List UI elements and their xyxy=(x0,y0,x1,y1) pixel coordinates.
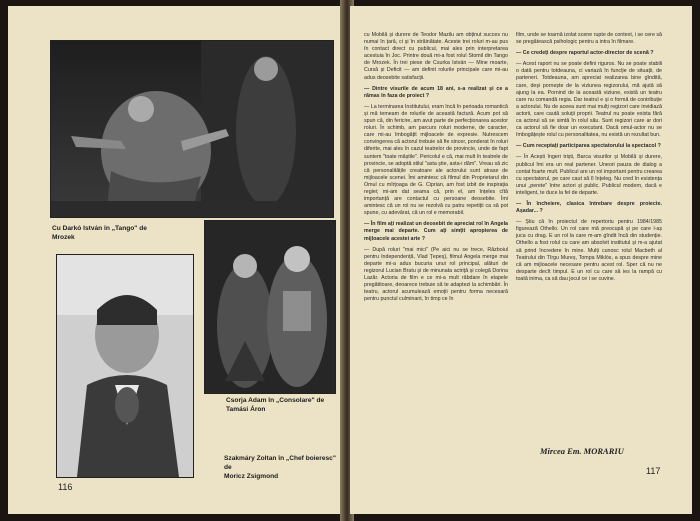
col1-para-3: — După roluri "mai mici" (Pe aici nu se trece, Războiul pentru Independență, Vlad Țepeș), filmul Angela merge mai departe mi-a adus bucuria unui rol principal, alături de regizorul Lucian Bratu și de minunata actriță și colegă Dorina Lazăr. Actoria de film e ce mi-a mult răbdare în etapele pregătitoare, deoarece trebuie să te adaptezi la schimbări. În teatru, actorul acumulează emoții pentru forma necesară pentru punctul culminant, în timp ce în xyxy=(364,246,508,303)
photo-consolare-scene xyxy=(204,220,336,394)
col1-para-1: cu Mobilă și durere de Teodor Mazilu am obținut succes nu numai în țară, ci și în străinătate. Aceste trei roluri m-au pus în contact direct cu publicul, mai ales prin interpretarea acestuia în Joc. Printre două mi-a fost rolul Stomil din Tango de Mrozek. În trei piese de Csurka István — Mine moarte, Cursă și Deficit — am definit rolurile principale care mi-au adus deosebite satisfacții. xyxy=(364,32,508,81)
article-column-1 xyxy=(364,32,508,472)
col2-question-2: — Cum receptați participarea spectatorului la spectacol ? xyxy=(516,143,661,150)
col2-para-3: — În Acești îngeri triști, Barca visurilor și Mobilă și durere, publicul îmi era un real partener. Uneori pauza de dialog a contat foarte mult. Publicul are un rol important pentru crearea cu spectatorul, pe care caut să îl înțeleg. Nu cred în existența unui „perete" între actori și public. Publicul modern, dacă e inteligent, te duce la fel de departe. xyxy=(516,154,662,196)
caption-photo3: Szakmáry Zoltan în „Chef boieresc" de Moricz Zsigmond xyxy=(224,455,336,480)
col1-question-1: — Dintre visurile de acum 18 ani, s-a realizat și ce a rămas în faza de proiect ? xyxy=(364,85,508,99)
col2-question-3: — În încheiere, clasica întrebare despre proiecte. Așadar... ? xyxy=(516,200,662,215)
col1-question-2: — În film ați realizat un deosebit de apreciat rol în Angela merge mai departe. Cum ați simțit apropierea de mijloacele acestei arte ? xyxy=(364,221,508,242)
page-number-right: 117 xyxy=(646,466,661,476)
photo-chef-boieresc-scene xyxy=(56,254,194,478)
photo-tango-scene xyxy=(50,40,334,218)
col2-para-2: — Acest raport nu se poate defini riguros. Nu se poate stabili o dată pentru totdeauna, ci variază în funcție de situații, de parteneri. Totdeauna, am apreciat realizarea bine gîndită, care, deși pornește de la viziunea regizorului, mă ajută să ajung la ea. Pornind de la această viziune, există un teatru care nu comandă regia. Dar teatrul e și o formă de contribuție a actorului. Nu de aceea sunt mai mulți regizori care invidiază actorii, care caută soluții proprii. Teatrul nu poate exista fără ca actorul să se simtă în rolul său. Sunt regizori care ar dori ca actorul să fie doar un executant. Dacă omul-actor nu se îmbogățește rolul cu personalitatea, nu există un rezultat bun. xyxy=(516,61,662,139)
article-column-2 xyxy=(516,32,662,436)
right-page xyxy=(350,6,692,514)
caption-photo2: Csorja Adam în „Consolare" de Tamási Áron xyxy=(226,397,325,413)
col2-para-4: — Știu că în proiectul de repertoriu pentru 1984/1985 figurează Othello. Un rol care mă preocupă și pe care l-aș juca cu drag. E un rol la care m-am gîndit încă din studenție. Othello a fost rolul cu care am absolvit institutul și m-a ajutat să prind încredere în mine. Mulți cunosc rolul Macbeth al Teatrului din Tîrgu Mureș, Tompa Miklós, a spus despre mine că am mijloacele necesare pentru acest rol. Sper că nu ne desparte decît timpul. E un rol cu care să ies la rampă cu toată inima, ca să dau jocul ce i se cuvine. xyxy=(516,219,662,282)
col1-para-2: — La terminarea Institutului, eram încă în perioada romantică și mă temeam de rolurile de această factură. Acum pot să spun că, din fericire, am avut parte de perfecționarea acestor roluri. În schimb, am parcurs roluri moderne, de caracter, care mi-au îmbogățit mijloacele de expresie. Nutrescem convingerea că actorul trebuie să fie sincer, ponderat în roluri diferite, mai ales în cazul teatrelor de provincie, unde de fapt suntem "toate măștile". Pericolul e că, mai mult în teatrele de provincie, se adoptă stilul "asta știe, asta-i dăm". Vreau să zic că personalitățile creatoare ale actorului sunt atrase de mijloacele scenei. Îmi amintesc că filmul din Proprietarul din Omul cu mîrțoaga de G. Ciprian, am fost izbit de inspirația regiei; mi-am dat seama că, prin el, am înțeles cîtă importanță are contactul cu persoane deosebite. Îmi amintesc că un rol nu se rezolvă cu patru repetiții ca să pot spune, cu adevărat, că un rol e memorabil. xyxy=(364,103,508,217)
col2-question-1: — Ce credeți despre raportul actor-director de scenă ? xyxy=(516,50,654,57)
page-number-left: 116 xyxy=(58,482,73,492)
author-signature: Mircea Em. MORARIU xyxy=(540,446,624,456)
caption-photo1: Cu Darkó István în „Tango" de Mrozek xyxy=(52,225,147,241)
col2-para-1: film, unde se toarnă izolat scene rupte de context, i se cere să se pregătească psihologic pentru a intra în filmare. xyxy=(516,32,662,46)
left-page xyxy=(8,6,344,514)
